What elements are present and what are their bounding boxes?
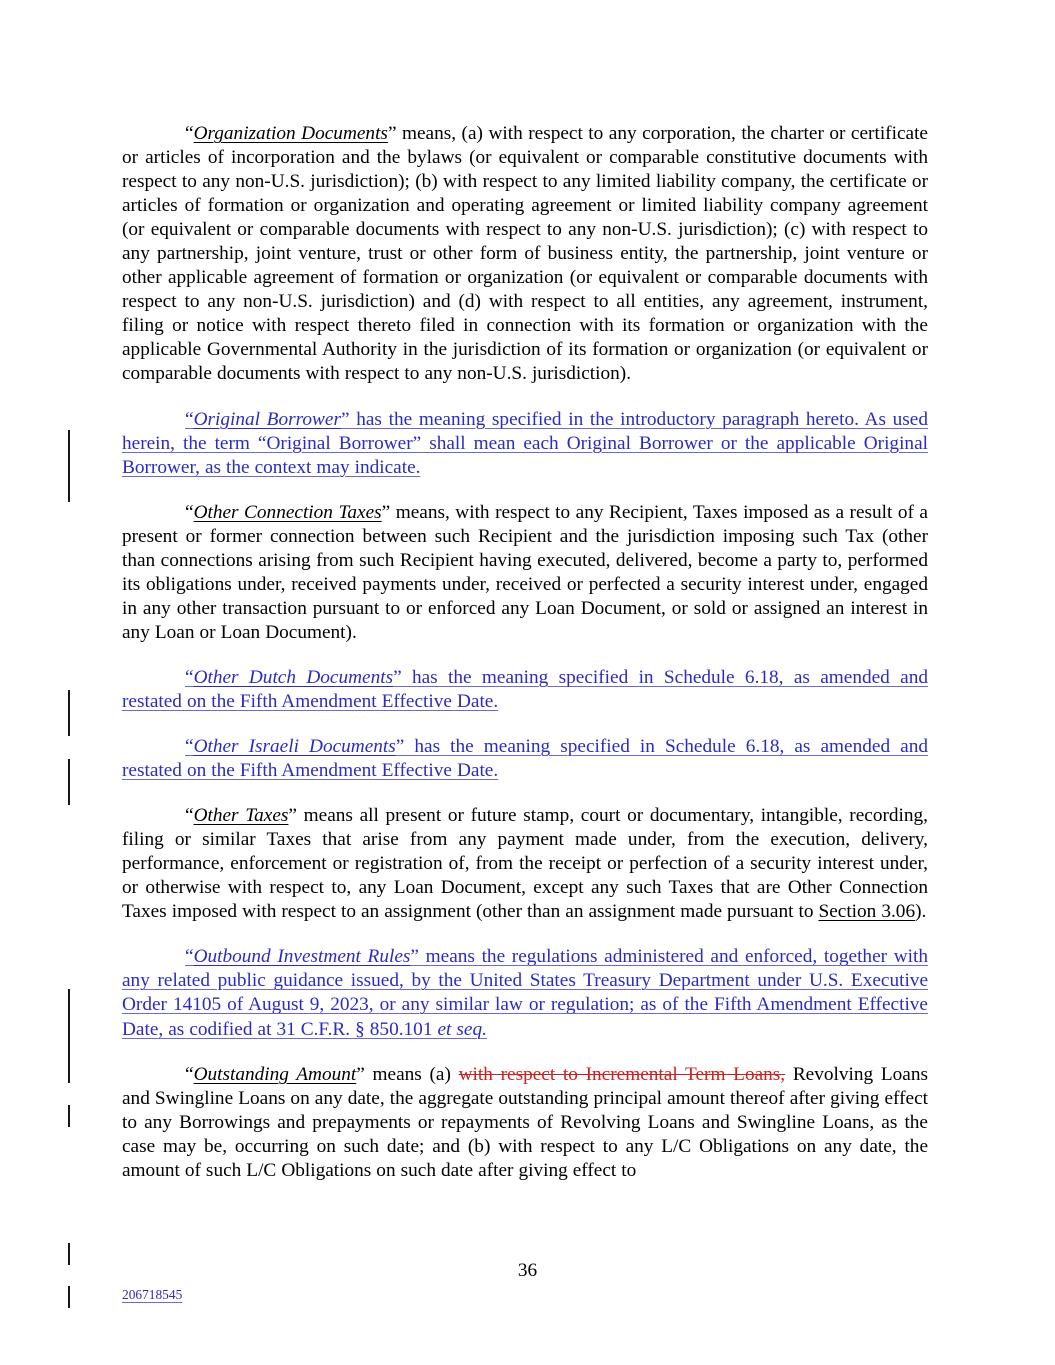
defined-term-label: Original Borrower (193, 408, 341, 430)
defined-term-label: Other Israeli Documents (193, 736, 396, 758)
definition-other-dutch-documents (122, 666, 928, 714)
latin-citation-et-seq: et seq. (437, 1018, 487, 1040)
open-quote: “ (185, 123, 194, 144)
deleted-text-incremental-term-loans: with respect to Incremental Term Loans, (458, 1063, 786, 1085)
open-quote: “ (185, 408, 194, 430)
definition-body: ” has the meaning specified in the introductory paragraph hereto. As used herein, the term “Original Borrower” shall mean each Original Borrower or the applicable Original Borrower, as the context may indicate. (122, 408, 929, 478)
defined-term-label: Other Dutch Documents (193, 666, 394, 688)
definition-organization-documents (122, 122, 928, 387)
definition-other-israeli-documents (122, 735, 928, 783)
open-quote: “ (185, 666, 194, 688)
change-bar-other-israeli-documents (68, 759, 70, 805)
definition-body-part-1: ” means the regulations administered and enforced, together with any related public guidance issued, by the United States Treasury Department under U.S. Executive Order 14105 of August 9, 2023, or any similar law or regulation; as of the Fifth Amendment Effective Date, as codified at 31 C.F.R. § 850.101 (122, 946, 928, 1040)
body-text-column (122, 122, 928, 1183)
definition-original-borrower (122, 408, 928, 480)
page-number: 36 (517, 1260, 538, 1281)
change-bar-outstanding-amount (68, 1105, 70, 1127)
definition-body: ” means, with respect to any Recipient, Taxes imposed as a result of a present or former connection between such Recipient and the jurisdiction imposing such Tax (other than connections arising from such Recipient having executed, delivered, become a party to, performed its obligations under, received payments under, received or perfected a security interest under, engaged in any other transaction pursuant to or enforced any Loan Document, or sold or assigned an interest in any Loan or Loan Document). (122, 501, 928, 643)
change-bar-outbound-investment (68, 989, 70, 1083)
open-quote: “ (185, 736, 194, 758)
document-id-footer[interactable]: 206718545 (122, 1287, 183, 1302)
defined-term-label: Other Connection Taxes (193, 501, 382, 523)
definition-outstanding-amount (122, 1063, 928, 1183)
defined-term-label: Outstanding Amount (193, 1063, 357, 1085)
open-quote: “ (185, 501, 194, 523)
definition-body-part-1: ” means all present or future stamp, court or documentary, intangible, recording, filing or similar Taxes that arise from any payment made under, from the execution, delivery, performance, enforcement or registration of, from the receipt or perfection of a security interest under, or otherwise with respect to, any Loan Document, except any such Taxes that are Other Connection Taxes imposed with respect to an assignment (other than an assignment made pursuant to (122, 805, 928, 923)
change-bar-original-borrower (68, 430, 70, 502)
defined-term-label: Other Taxes (193, 805, 289, 827)
change-bar-other-dutch-documents (68, 690, 70, 736)
definition-body: ” has the meaning specified in Schedule 6.18, as amended and restated on the Fifth Amendment Effective Date. (122, 666, 928, 712)
open-quote: “ (185, 946, 194, 968)
open-quote: “ (185, 805, 194, 827)
definition-body-part-2: ). (915, 901, 927, 923)
change-bar-footer-lower (68, 1286, 70, 1308)
definition-other-taxes (122, 804, 928, 924)
definition-body-part-2: Revolving Loans and Swingline Loans on any date, the aggregate outstanding principal amount thereof after giving effect to any Borrowings and prepayments or repayments of Revolving Loans and Swingline Loans, as the case may be, occurring on such date; and (b) with respect to any L/C Obligations on any date, the amount of such L/C Obligations on such date after giving effect to (122, 1063, 928, 1181)
defined-term-label: Outbound Investment Rules (193, 946, 411, 968)
defined-term-label: Organization Documents (193, 123, 388, 144)
definition-body: ” means, (a) with respect to any corporation, the charter or certificate or articles of incorporation and the bylaws (or equivalent or comparable constitutive documents with respect to any non-U.S. jurisdiction); (b) with respect to any limited liability company, the certificate or articles of formation or organization and operating agreement or limited liability company agreement (or equivalent or comparable documents with respect to any non-U.S. jurisdiction); (c) with respect to any partnership, joint venture, trust or other form of business entity, the partnership, joint venture or other applicable agreement of formation or organization (or equivalent or comparable documents with respect to any non-U.S. jurisdiction) and (d) with respect to all entities, any agreement, instrument, filing or notice with respect thereto filed in connection with its formation or organization with the applicable Governmental Authority in the jurisdiction of its formation or organization (or equivalent or comparable documents with respect to any non-U.S. jurisdiction). (122, 123, 928, 385)
definition-other-connection-taxes (122, 501, 928, 645)
definition-body-part-1: ” means (a) (356, 1063, 459, 1085)
open-quote: “ (185, 1063, 194, 1085)
section-cross-reference[interactable]: Section 3.06 (818, 901, 916, 923)
definition-outbound-investment-rules (122, 945, 928, 1041)
definition-body: ” has the meaning specified in Schedule 6.18, as amended and restated on the Fifth Amendment Effective Date. (122, 736, 928, 782)
